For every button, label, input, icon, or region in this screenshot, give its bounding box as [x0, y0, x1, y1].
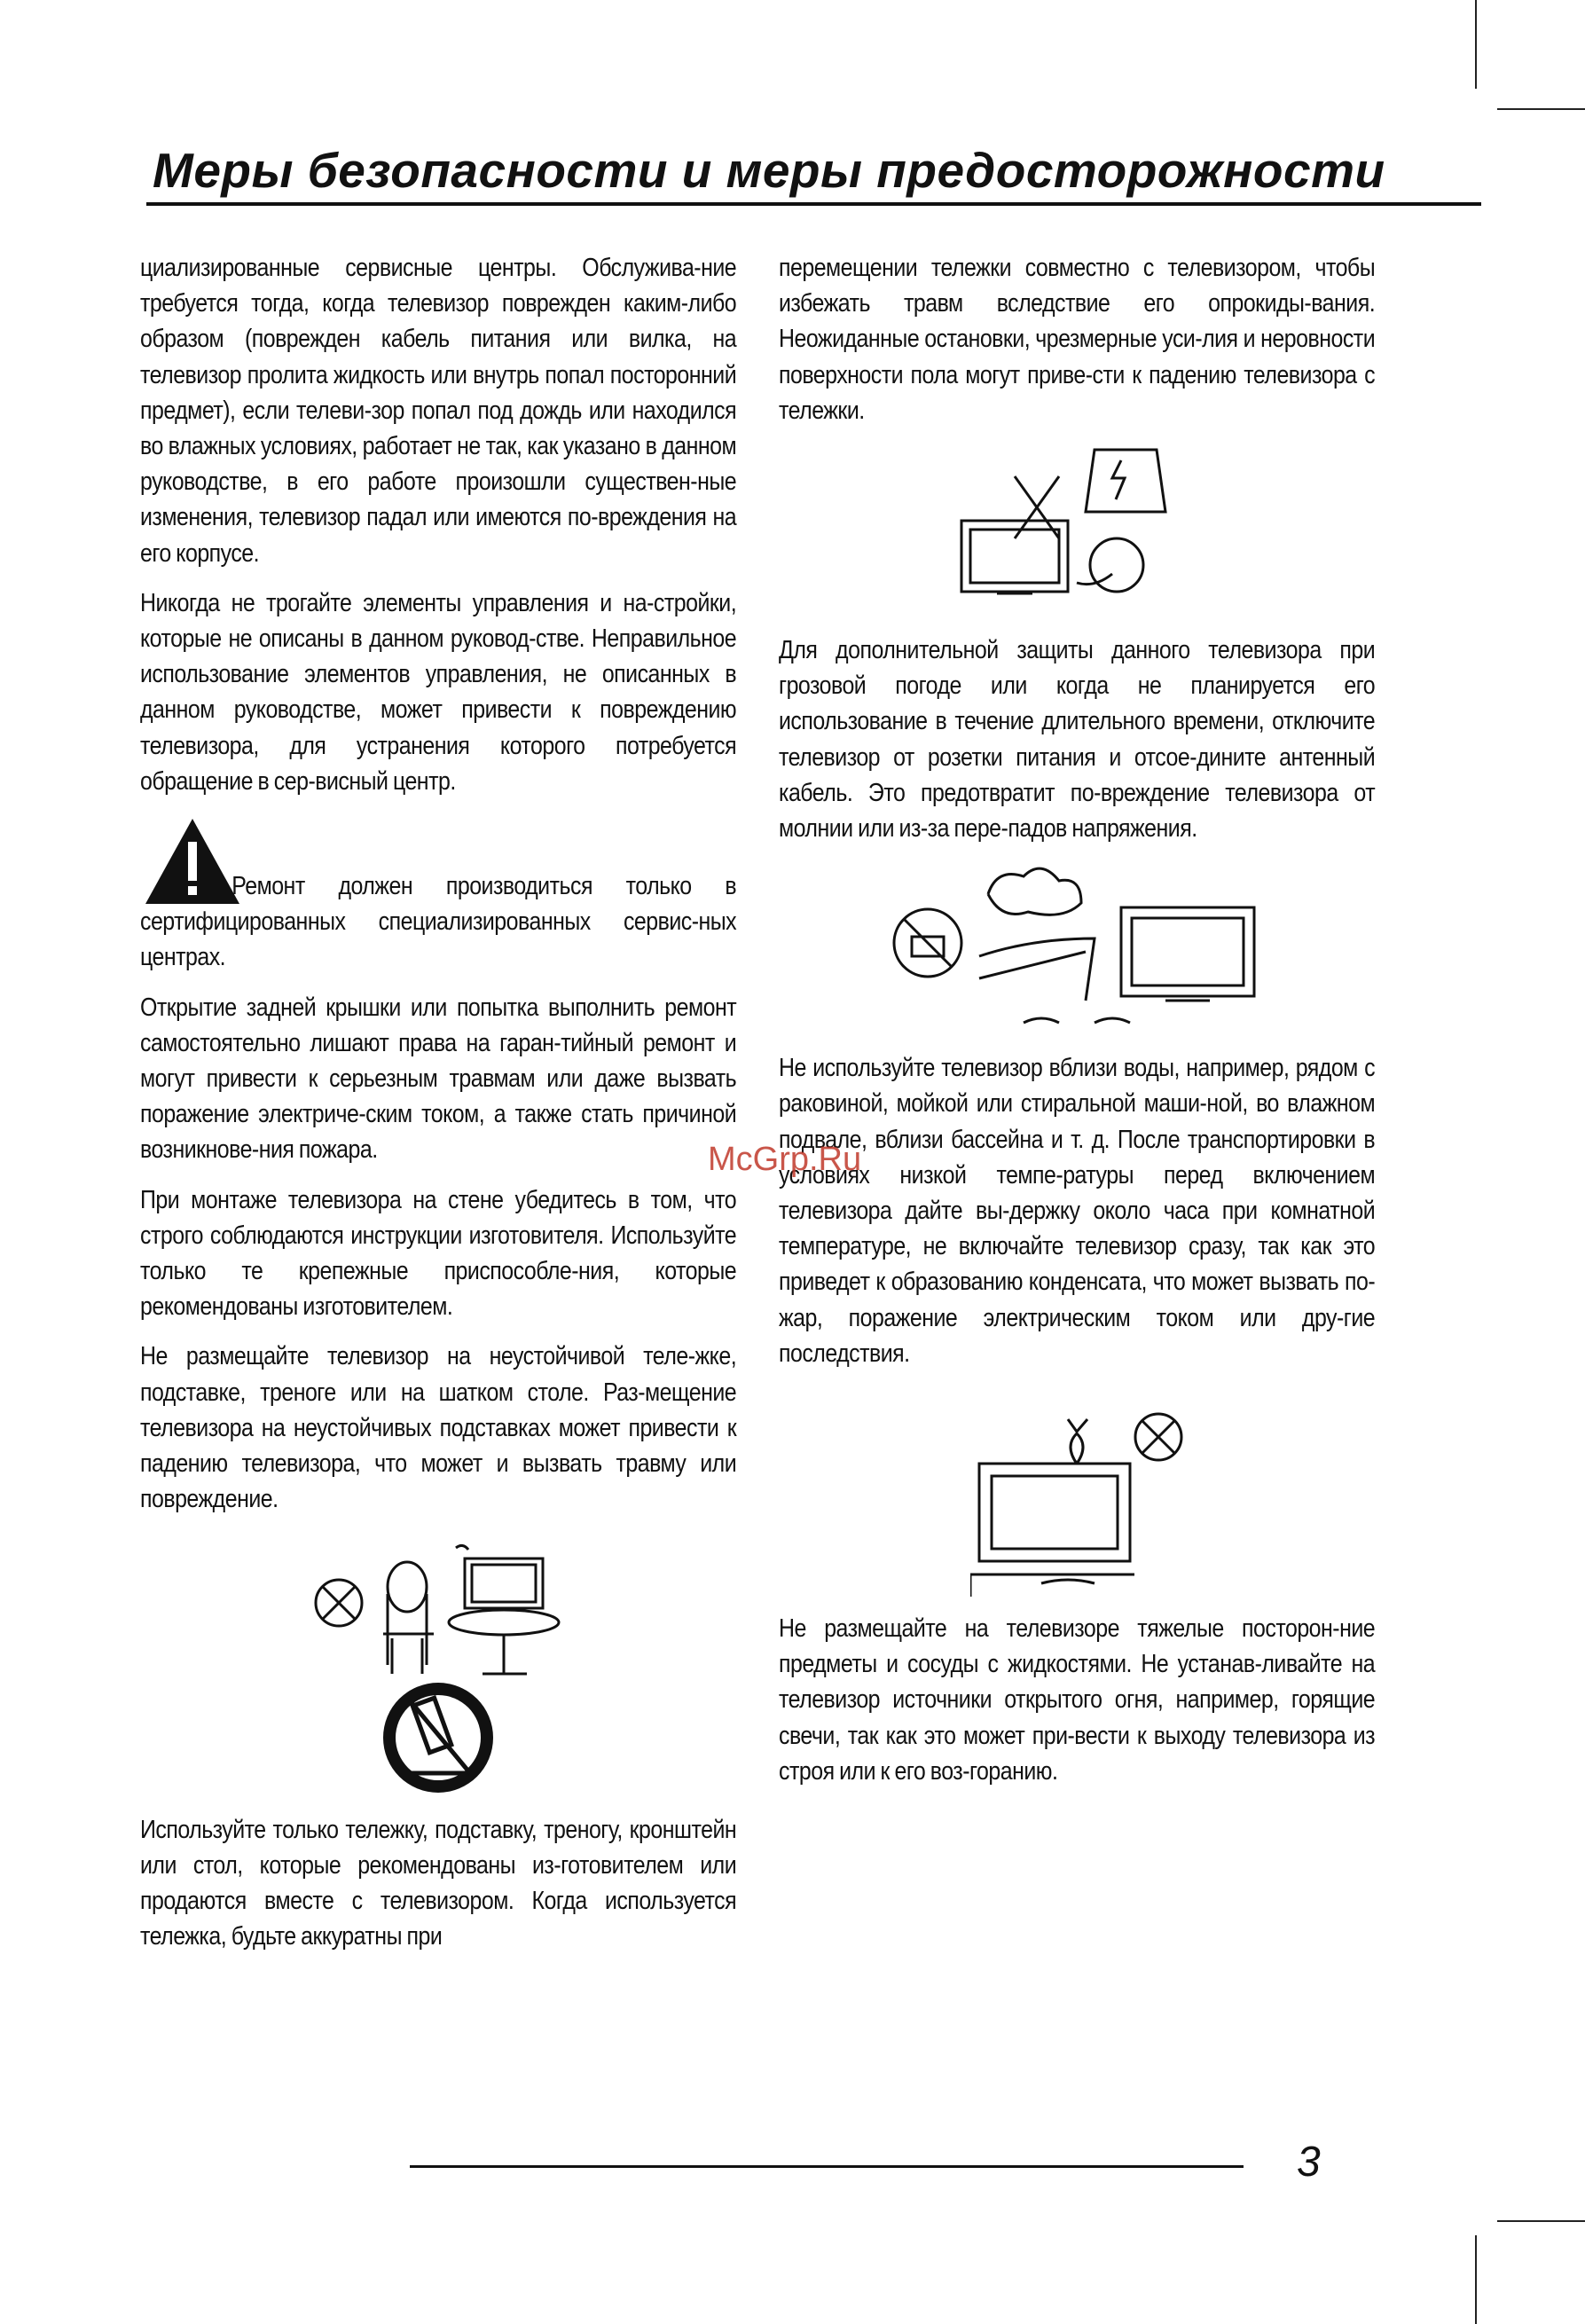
left-paragraph-7: Используйте только тележку, подставку, треногу, кронштейн или стол, которые рекомендованы из-готовителем или продаются вместе с телевизором. Когда используется тележка, будьте аккуратны при — [140, 1815, 737, 1951]
left-paragraph-6: Не размещайте телевизор на неустойчивой теле-жке, подставке, треноге или на шатком столе. Раз-мещение телевизора на неустойчивых подставках может привести к падению телевизора, что может и вызвать травму или повреждение. — [140, 1342, 737, 1514]
warning-block — [140, 813, 736, 976]
right-paragraph-2: Для дополнительной защиты данного телевизора при грозовой погоде или когда не планируется его использование в течение длительного времени, отключите телевизор от розетки питания и отсое-дините антенный кабель. Это предотвратит по-вреждение телевизора от молнии или из-за пере-падов напряжения. — [779, 636, 1376, 844]
left-paragraph-5: При монтаже телевизора на стене убедитесь в том, что строго соблюдаются инструкции изготовителя. Используйте только те крепежные приспособле-ния, которые рекомендованы изготовителем. — [140, 1185, 737, 1322]
left-paragraph-2: Никогда не трогайте элементы управления и на-стройки, которые не описаны в данном руковод-стве. Неправильное использование элементов управления, не описанных в данном руководстве, может привести к повреждению телевизора, для устранения которого потребуется обращение в сер-висный центр. — [140, 588, 737, 796]
page-title: Меры безопасности и меры предосторожности — [153, 143, 1385, 198]
left-paragraph-4: Открытие задней крышки или попытка выполнить ремонт самостоятельно лишают права на гаран-тийный ремонт и могут привести к серьезным травмам или даже вызвать поражение электриче-ским током, а также стать причиной возникнове-ния пожара. — [140, 993, 737, 1165]
left-column — [140, 250, 736, 1954]
crop-mark-top — [1475, 0, 1477, 89]
crop-mark-bottom — [1475, 2235, 1477, 2324]
vase-on-tv-illustration — [970, 1384, 1183, 1597]
lightning-unplug-illustration — [953, 441, 1201, 618]
right-paragraph-1: перемещении тележки совместно с телевизором, чтобы избежать травм вследствие его опрокиды-вания. Неожиданные остановки, чрезмерные уси-лия и неровности поверхности пола могут приве-сти к падению телевизора с тележки. — [779, 254, 1376, 425]
crop-mark-bottom-h — [1497, 2220, 1585, 2222]
left-paragraph-3: Ремонт должен производиться только в сертифицированных специализированных сервис-ных центрах. — [140, 872, 737, 972]
right-column — [779, 250, 1375, 1789]
title-rule — [146, 202, 1481, 206]
left-paragraph-1: циализированные сервисные центры. Обслужива-ние требуется тогда, когда телевизор поврежден каким-либо образом (поврежден кабель питания или вилка, на телевизор пролита жидкость или внутрь попал посторонний предмет), если телеви-зор попал под дождь или находился во влажных условиях, работает не так, как указано в данном руководстве, в его работе произошли существен-ные изменения, телевизор падал или имеются по-вреждения на его корпусе. — [140, 254, 737, 568]
unstable-stand-illustration — [314, 1541, 562, 1798]
right-paragraph-3: Не используйте телевизор вблизи воды, например, рядом с раковиной, мойкой или стиральной маши-ной, во влажном подвале, вблизи бассейна и т. д. После транспортировки в условиях низкой темпе-ратуры перед включением телевизора дайте вы-держку около часа при комнатной температуре, не включайте телевизор сразу, так как это приведет к образованию конденсата, что может вызвать по-жар, поражение электрическим током или дру-гие последствия. — [779, 1054, 1376, 1368]
footer-rule — [410, 2165, 1244, 2168]
water-warning-illustration — [891, 859, 1263, 1036]
crop-mark-top-h — [1497, 108, 1585, 110]
page-number: 3 — [1297, 2139, 1321, 2186]
watermark: McGrp.Ru — [708, 1141, 862, 1178]
right-paragraph-4: Не размещайте на телевизоре тяжелые посторон-ние предметы и сосуды с жидкостями. Не устанав-ливайте на телевизор источники открытого огня, например, горящие свечи, так как это может при-вести к выходу телевизора из строя или к его воз-горанию. — [779, 1614, 1376, 1786]
